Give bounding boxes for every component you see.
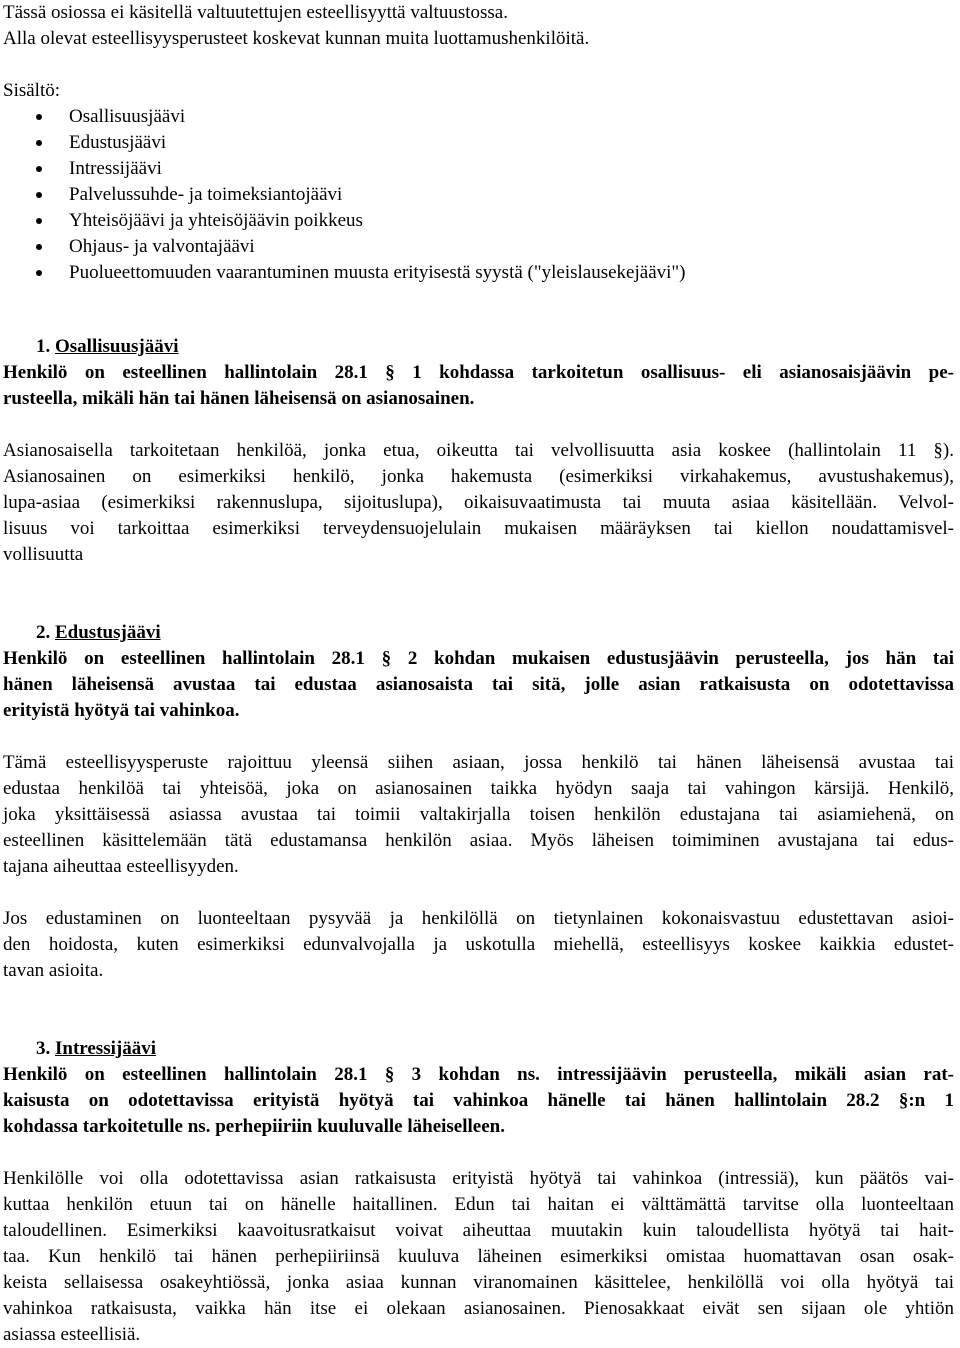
section-title: Intressijäävi <box>55 1038 156 1059</box>
section-2 <box>3 620 954 984</box>
paragraph-line: Jos edustaminen on luonteeltaan pysyvää ja henkilöllä on tietynlainen kokonaisvastuu edustettavan asioi- <box>3 908 954 929</box>
paragraph-line: Tämä esteellisyysperuste rajoittuu yleensä siihen asiaan, jossa henkilö tai hänen läheisensä avustaa tai <box>3 752 954 773</box>
section-paragraph <box>3 438 954 568</box>
toc-item-label: Puolueettomuuden vaarantuminen muusta erityisestä syystä ("yleislausekejäävi") <box>69 262 686 283</box>
toc-item <box>3 130 954 156</box>
toc-item <box>3 208 954 234</box>
paragraph-line: lupa-asiaa (esimerkiksi rakennuslupa, sijoituslupa), oikaisuvaatimusta tai muuta asiaa käsitellään. Velvol- <box>3 492 954 513</box>
lead-line: kaisusta on odotettavissa erityistä hyötyä tai vahinkoa hänelle tai hänen hallintolain 28.2 §:n 1 <box>3 1090 954 1111</box>
lead-line: rusteella, mikäli hän tai hänen läheisensä on asianosainen. <box>3 388 475 409</box>
paragraph-line: esteellinen käsittelemään tätä edustamansa henkilön asiaa. Myös läheisen toimiminen avustajana tai edus- <box>3 830 954 851</box>
toc-item <box>3 234 954 260</box>
lead-line: Henkilö on esteellinen hallintolain 28.1 § 2 kohdan mukaisen edustusjäävin perusteella, jos hän tai <box>3 648 954 669</box>
bullet-icon <box>36 140 42 146</box>
paragraph-line: kuttaa henkilön etuun tai on hänelle haitallinen. Edun tai haitan ei välttämättä tarvitse olla luonteeltaan <box>3 1194 954 1215</box>
paragraph-line: vahinkoa ratkaisusta, vaikka hän itse ei olekaan asianosainen. Pienosakkaat eivät sen sijaan ole yhtiön <box>3 1298 954 1319</box>
toc-item-label: Ohjaus- ja valvontajäävi <box>69 236 255 257</box>
lead-line: erityistä hyötyä tai vahinkoa. <box>3 700 240 721</box>
toc-list <box>3 104 954 286</box>
toc-item <box>3 260 954 286</box>
section-title: Osallisuusjäävi <box>55 336 179 357</box>
bullet-icon <box>36 218 42 224</box>
paragraph-line: keista sellaisessa osakeyhtiössä, jonka asiaa kunnan viranomainen käsittelee, henkilöllä voi olla hyötyä tai <box>3 1272 954 1293</box>
paragraph-line: Asianosainen on esimerkiksi henkilö, jonka hakemusta (esimerkiksi virkahakemus, avustushakemus), <box>3 466 954 487</box>
toc-item-label: Yhteisöjäävi ja yhteisöjäävin poikkeus <box>69 210 363 231</box>
section-3 <box>3 1036 954 1348</box>
section-paragraph <box>3 750 954 880</box>
section-title: Edustusjäävi <box>55 622 161 643</box>
paragraph-line: tajana aiheuttaa esteellisyyden. <box>3 856 239 877</box>
section-heading <box>3 1036 954 1062</box>
lead-line: hänen läheisensä avustaa tai edustaa asianosaista tai sitä, jolle asian ratkaisusta on odotettavissa <box>3 674 954 695</box>
section-1 <box>3 334 954 568</box>
toc-item <box>3 156 954 182</box>
section-paragraph <box>3 906 954 984</box>
toc-item-label: Edustusjäävi <box>69 132 167 153</box>
section-paragraph <box>3 1166 954 1348</box>
bullet-icon <box>36 114 42 120</box>
section-lead <box>3 646 954 724</box>
section-lead <box>3 1062 954 1140</box>
toc-item <box>3 104 954 130</box>
bullet-icon <box>36 244 42 250</box>
section-lead <box>3 360 954 412</box>
intro-line-1: Tässä osiossa ei käsitellä valtuutettujen esteellisyyttä valtuustossa. <box>3 2 508 23</box>
paragraph-line: vollisuutta <box>3 544 84 565</box>
toc-item-label: Intressijäävi <box>69 158 162 179</box>
section-number: 1. <box>36 336 51 357</box>
section-number: 3. <box>36 1038 51 1059</box>
lead-line: Henkilö on esteellinen hallintolain 28.1 § 3 kohdan ns. intressijäävin perusteella, mikäli asian rat- <box>3 1064 954 1085</box>
paragraph-line: edustaa henkilöä tai yhteisöä, joka on asianosainen taikka hyödyn saaja tai vahingon kärsijä. Henkilö, <box>3 778 954 799</box>
bullet-icon <box>36 192 42 198</box>
intro-line-2: Alla olevat esteellisyysperusteet koskevat kunnan muita luottamushenkilöitä. <box>3 28 590 49</box>
section-heading <box>3 334 954 360</box>
paragraph-line: joka yksittäisessä asiassa avustaa tai toimii valtakirjalla toisen henkilön edustajana tai asiamiehenä, on <box>3 804 954 825</box>
toc-item-label: Palvelussuhde- ja toimeksiantojäävi <box>69 184 343 205</box>
toc-title: Sisältö: <box>3 80 61 101</box>
toc-item <box>3 182 954 208</box>
paragraph-line: lisuus voi tarkoittaa esimerkiksi terveydensuojelulain mukaisen määräyksen tai kiellon noudattamisvel- <box>3 518 954 539</box>
paragraph-line: den hoidosta, kuten esimerkiksi edunvalvojalla ja uskotulla miehellä, esteellisyys koskee kaikkia edustet- <box>3 934 954 955</box>
section-heading <box>3 620 954 646</box>
paragraph-line: tavan asioita. <box>3 960 104 981</box>
bullet-icon <box>36 166 42 172</box>
paragraph-line: Asianosaisella tarkoitetaan henkilöä, jonka etua, oikeutta tai velvollisuutta asia koskee (hallintolain 11 §). <box>3 440 954 461</box>
intro <box>3 0 954 52</box>
lead-line: Henkilö on esteellinen hallintolain 28.1 § 1 kohdassa tarkoitetun osallisuus- eli asianosaisjäävin pe- <box>3 362 954 383</box>
paragraph-line: asiassa esteellisiä. <box>3 1324 141 1345</box>
table-of-contents <box>3 78 954 286</box>
toc-item-label: Osallisuusjäävi <box>69 106 186 127</box>
lead-line: kohdassa tarkoitetulle ns. perhepiiriin kuuluvalle läheiselleen. <box>3 1116 505 1137</box>
paragraph-line: taloudellinen. Esimerkiksi kaavoitusratkaisut voivat aiheuttaa muutakin kuin taloudellista hyötyä tai hait- <box>3 1220 954 1241</box>
bullet-icon <box>36 270 42 276</box>
paragraph-line: taa. Kun henkilö tai hänen perhepiiriinsä kuuluva läheinen esimerkiksi omistaa huomattavan osan osak- <box>3 1246 954 1267</box>
section-number: 2. <box>36 622 51 643</box>
paragraph-line: Henkilölle voi olla odotettavissa asian ratkaisusta erityistä hyötyä tai vahinkoa (intressiä), kun päätös vai- <box>3 1168 954 1189</box>
